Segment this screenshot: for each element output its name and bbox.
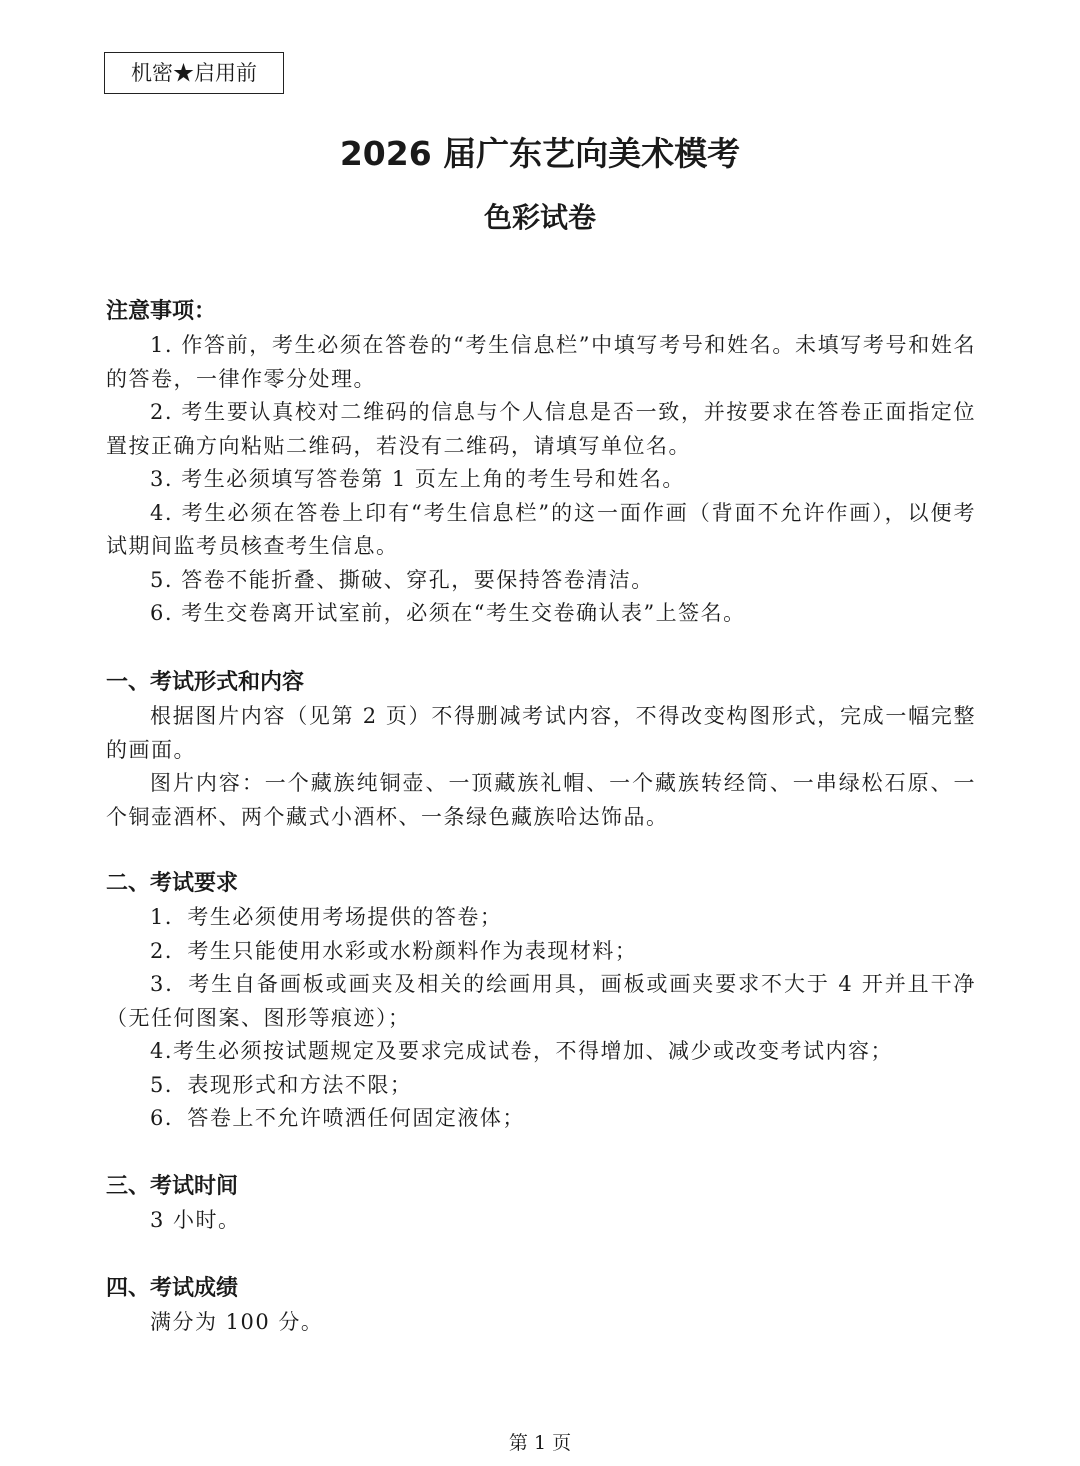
page-number: 第 1 页: [508, 1432, 572, 1454]
exam-content-item: 根据图片内容（见第 2 页）不得删减考试内容，不得改变构图形式，完成一幅完整的画面。: [106, 704, 976, 762]
requirement-item: 6．答卷上不允许喷洒任何固定液体；: [150, 1106, 525, 1130]
requirement-item: 2．考生只能使用水彩或水粉颜料作为表现材料；: [150, 938, 638, 963]
notice-item: 4. 考生必须在答卷上印有“考生信息栏”的这一面作画（背面不允许作画），以便考试期间监考员核查考生信息。: [106, 500, 976, 558]
notice-item: 1. 作答前，考生必须在答卷的“考生信息栏”中填写考号和姓名。未填写考号和姓名的答卷，一律作零分处理。: [106, 333, 976, 391]
requirement-item: 1．考生必须使用考场提供的答卷；: [150, 905, 503, 929]
exam-requirements-section: [106, 867, 976, 1136]
confidential-badge: [104, 52, 284, 94]
exam-subtitle: 色彩试卷: [483, 201, 596, 234]
notice-item: 6. 考生交卷离开试室前，必须在“考生交卷确认表”上签名。: [150, 601, 746, 625]
notice-section: [106, 295, 976, 631]
exam-content-heading: 一、考试形式和内容: [106, 670, 305, 695]
exam-content-section: [106, 666, 976, 834]
notice-heading: 注意事项：: [106, 299, 217, 324]
exam-title: 2026 届广东艺向美术模考: [339, 134, 741, 173]
exam-time-heading: 三、考试时间: [106, 1174, 239, 1199]
exam-score-heading: 四、考试成绩: [106, 1276, 239, 1301]
confidential-label: 机密★启用前: [131, 61, 257, 85]
exam-content-item: 图片内容：一个藏族纯铜壶、一顶藏族礼帽、一个藏族转经筒、一串绿松石原、一个铜壶酒杯、两个藏式小酒杯、一条绿色藏族哈达饰品。: [106, 771, 976, 829]
requirement-item: 3．考生自备画板或画夹及相关的绘画用具，画板或画夹要求不大于 4 开并且干净（无任何图案、图形等痕迹）；: [106, 972, 976, 1030]
exam-requirements-heading: 二、考试要求: [106, 871, 239, 896]
notice-item: 3. 考生必须填写答卷第 1 页左上角的考生号和姓名。: [150, 467, 685, 491]
requirement-item: 5．表现形式和方法不限；: [150, 1072, 413, 1097]
notice-item: 2. 考生要认真校对二维码的信息与个人信息是否一致，并按要求在答卷正面指定位置按正确方向粘贴二维码，若没有二维码，请填写单位名。: [106, 400, 976, 458]
exam-score-section: [106, 1272, 976, 1340]
requirement-item: 4.考生必须按试题规定及要求完成试卷，不得增加、减少或改变考试内容；: [150, 1039, 894, 1063]
exam-time-text: 3 小时。: [150, 1208, 241, 1232]
exam-score-text: 满分为 100 分。: [150, 1310, 324, 1334]
exam-time-section: [106, 1170, 976, 1238]
notice-item: 5. 答卷不能折叠、撕破、穿孔，要保持答卷清洁。: [150, 567, 654, 592]
